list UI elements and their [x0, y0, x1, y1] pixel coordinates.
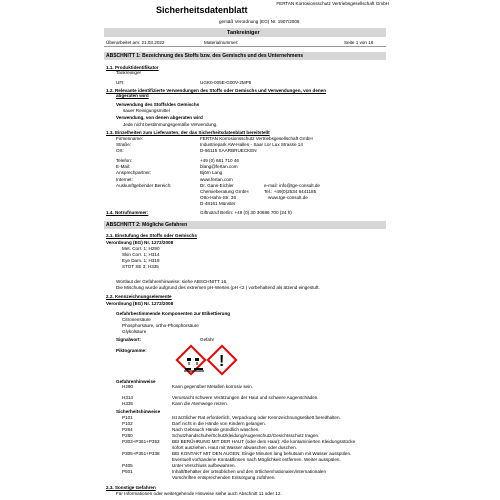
precaution-text: Schutzhandschuhe/Schutzkleidung/Augenschutz/Gesichtsschutz tragen. — [172, 433, 320, 438]
advice-line: D-48161 Münster — [200, 201, 236, 206]
emergency-number: Giftnotruf Berlin: +49 (0) 30 30686 700 (24 h) — [200, 210, 292, 215]
advice-line: Chemieberatung GmbH — [200, 189, 249, 194]
precaution-text: Nach Gebrauch Hände gründlich waschen. — [172, 427, 260, 432]
precaution-code: P101 — [122, 415, 133, 420]
document-title: Sicherheitsdatenblatt — [156, 5, 248, 15]
material-number: Materialnummer: — [204, 40, 239, 45]
precaution-code: P280 — [122, 433, 133, 438]
section-1-heading: ABSCHNITT 1: Bezeichnung des Stoffs bzw. des Gemischs und des Unternehmens — [104, 52, 386, 60]
supplier-label: E-Mail: — [116, 164, 131, 169]
classification: STOT SE 3; H335 — [122, 264, 159, 269]
corrosion-symbol-icon — [180, 350, 208, 378]
revision-date: Überarbeitet am: 21.03.2022 — [106, 40, 165, 45]
components-label: Gefahrbestimmende Komponenten zur Etikettierung — [116, 311, 231, 316]
pictograms-label: Piktogramme: — [116, 348, 147, 353]
precaution-code: P405 — [122, 463, 133, 468]
subsection-2-2: 2.2. Kennzeichnungselemente — [106, 294, 172, 299]
precaution-text: Ist ärztlicher Rat erforderlich, Verpackung oder Kennzeichnungsetikett bereithalten. — [172, 415, 341, 420]
precaution-text: BEI BERÜHRUNG MIT DER HAUT (oder dem Haar): Alle kontaminierten Kleidungsstücke — [172, 439, 356, 444]
use-label: Verwendung des Stoffs/des Gemischs — [116, 102, 200, 107]
supplier-label: Firmenname: — [116, 136, 144, 141]
subsection-1-2-cont: abgeraten wird — [116, 93, 149, 98]
against-label: Verwendung, von denen abgeraten wird — [116, 115, 203, 120]
hazard-text: Kann die Atemwege reizen. — [172, 401, 228, 406]
subsection-1-3: 1.3. Einzelheiten zum Lieferanten, der das Sicherheitsdatenblatt bereitstellt — [106, 130, 270, 135]
hazard-code: H335 — [122, 401, 133, 406]
exclamation-mark: ! — [219, 353, 225, 370]
regulation-label: Verordnung (EG) Nr. 1272/2008 — [106, 301, 174, 306]
page-number: Seite 1 von 16 — [344, 40, 374, 45]
supplier-value: +49 (0) 681 710 46 — [200, 158, 239, 163]
product-title: Tankreiniger — [227, 30, 260, 36]
supplier-label: Internet: — [116, 177, 133, 182]
hazard-code: H314 — [122, 395, 133, 400]
product-identifier: Tankreiniger — [116, 70, 142, 75]
supplier-value: D-66115 SAARBRUECKEN — [200, 148, 257, 153]
supplier-label: Straße: — [116, 142, 132, 147]
subsection-1-2: 1.2. Relevante identifizierte Verwendungen des Stoffs oder Gemischs und Verwendungen, von denen — [106, 88, 327, 93]
hazard-code: H290 — [122, 384, 133, 389]
supplier-label: Ansprechpartner: — [116, 170, 152, 175]
supplier-row — [116, 136, 143, 142]
classification: Eye Dam. 1; H318 — [122, 258, 160, 263]
component: Citronensäure — [122, 317, 151, 322]
regulation-subtitle: gemäß Verordnung (EG) Nr. 1907/2006 — [219, 19, 300, 24]
signal-word-label: Signalwort: — [116, 337, 142, 342]
precaution-text-cont: Eventuell vorhandene Kontaktlinsen nach Möglichkeit entfernen. Weiter ausspülen. — [172, 457, 341, 462]
divider — [104, 46, 386, 47]
supplier-value: Industriepark AW-Hallen - Saar Lor Lux Strasse 14 — [200, 142, 303, 147]
ufi-value: UGK0-005E-G00V-2MP5 — [200, 80, 252, 85]
wording-note: Wortlaut der Gefahrenhinweise: siehe ABSCHNITT 16. — [116, 279, 228, 284]
precaution-code: P501 — [122, 469, 133, 474]
precaution-text: Inhalt/Behälter der ortsüblichen und den örtlichen/nationalen/internationalen — [172, 469, 326, 474]
precaution-code: P264 — [122, 427, 133, 432]
classification: Met. Corr. 1; H290 — [122, 246, 160, 251]
precaution-text: BEI KONTAKT MIT DEN AUGEN: Einige Minuten lang behutsam mit Wasser ausspülen. — [172, 451, 352, 456]
precaution-code: P305+P351+P338 — [122, 451, 160, 456]
supplier-value: Björn Lang — [200, 170, 223, 175]
component: Glykolsäure — [122, 329, 147, 334]
ph-note: Die Mischung wurde aufgrund des extremen pH-Wertes (pH <2 ) vorbehaltend als ätzend eingestuft. — [116, 285, 320, 290]
precaution-text-cont: Vorschriften entsprechenden Entsorgung zuführen. — [172, 475, 276, 480]
other-hazards-text: Für Informationen oder weitergehende Hinweise siehe auch Abschnitt 11 oder 12. — [116, 491, 282, 496]
subsection-1-1: 1.1. Produktidentifikator — [106, 65, 159, 70]
subsection-1-4: 1.4. Notrufnummer: — [106, 210, 149, 215]
subsection-2-1: 2.1. Einstufung des Stoffs oder Gemischs — [106, 233, 197, 238]
hazard-text: Kann gegenüber Metallen korrosiv sein. — [172, 384, 253, 389]
precaution-text: Darf nicht in die Hände von Kindern gelangen. — [172, 421, 266, 426]
precaution-code: P102 — [122, 421, 133, 426]
against-value: Jede nicht bestimmungsgemäße Verwendung. — [123, 122, 218, 127]
signal-word-value: Gefahr — [200, 337, 215, 342]
use-value: sauer Reinigungsmittel — [123, 108, 170, 113]
precaution-code: P303+P361+P353 — [122, 439, 160, 444]
ufi-label: UFI: — [116, 80, 125, 85]
advice-phone: Tel.: +49(0)2534 6441185 — [264, 189, 317, 194]
precaution-text-cont: sofort ausziehen. Haut mit Wasser abwaschen oder duschen. — [172, 445, 297, 450]
supplier-label: Ort: — [116, 148, 124, 153]
advice-label: Auskunftgebender Bereich: — [116, 183, 172, 188]
subsection-2-3: 2.3. Sonstige Gefahren — [106, 485, 156, 490]
section-2-heading: ABSCHNITT 2: Mögliche Gefahren — [104, 221, 386, 229]
hazard-statements-label: Gefahrenhinweise — [116, 379, 156, 384]
precaution-text: Unter Verschluss aufbewahren. — [172, 463, 236, 468]
advice-line: Otto-Hahn-Str. 36 — [200, 195, 237, 200]
advice-line: Dr. Gans-Eichler — [200, 183, 234, 188]
supplier-value: FERTAN Korrosionsschutz Vertriebsgesellschaft GmbH — [200, 136, 313, 141]
supplier-website[interactable]: www.fertan.com — [200, 177, 233, 182]
advice-website[interactable]: www.tge-consult.de — [268, 195, 308, 200]
supplier-label: Telefon: — [116, 158, 133, 163]
precautionary-statements-label: Sicherheitshinweise — [116, 409, 161, 414]
classification: Skin Corr. 1; H314 — [122, 252, 160, 257]
advice-email[interactable]: e-mail: info@tge-consult.de — [264, 183, 320, 188]
supplier-email[interactable]: blang@fertan.com — [200, 164, 238, 169]
component: Phosphorsäure, ortho-Phosphorsäure — [122, 323, 199, 328]
hazard-text: Verursacht schwere Verätzungen der Haut und schwere Augenschäden. — [172, 395, 319, 400]
company-name: FERTAN Korrosionsschutz Vertriebsgesellschaft GmbH — [276, 1, 389, 6]
regulation-label: Verordnung (EG) Nr. 1272/2008 — [106, 240, 174, 245]
